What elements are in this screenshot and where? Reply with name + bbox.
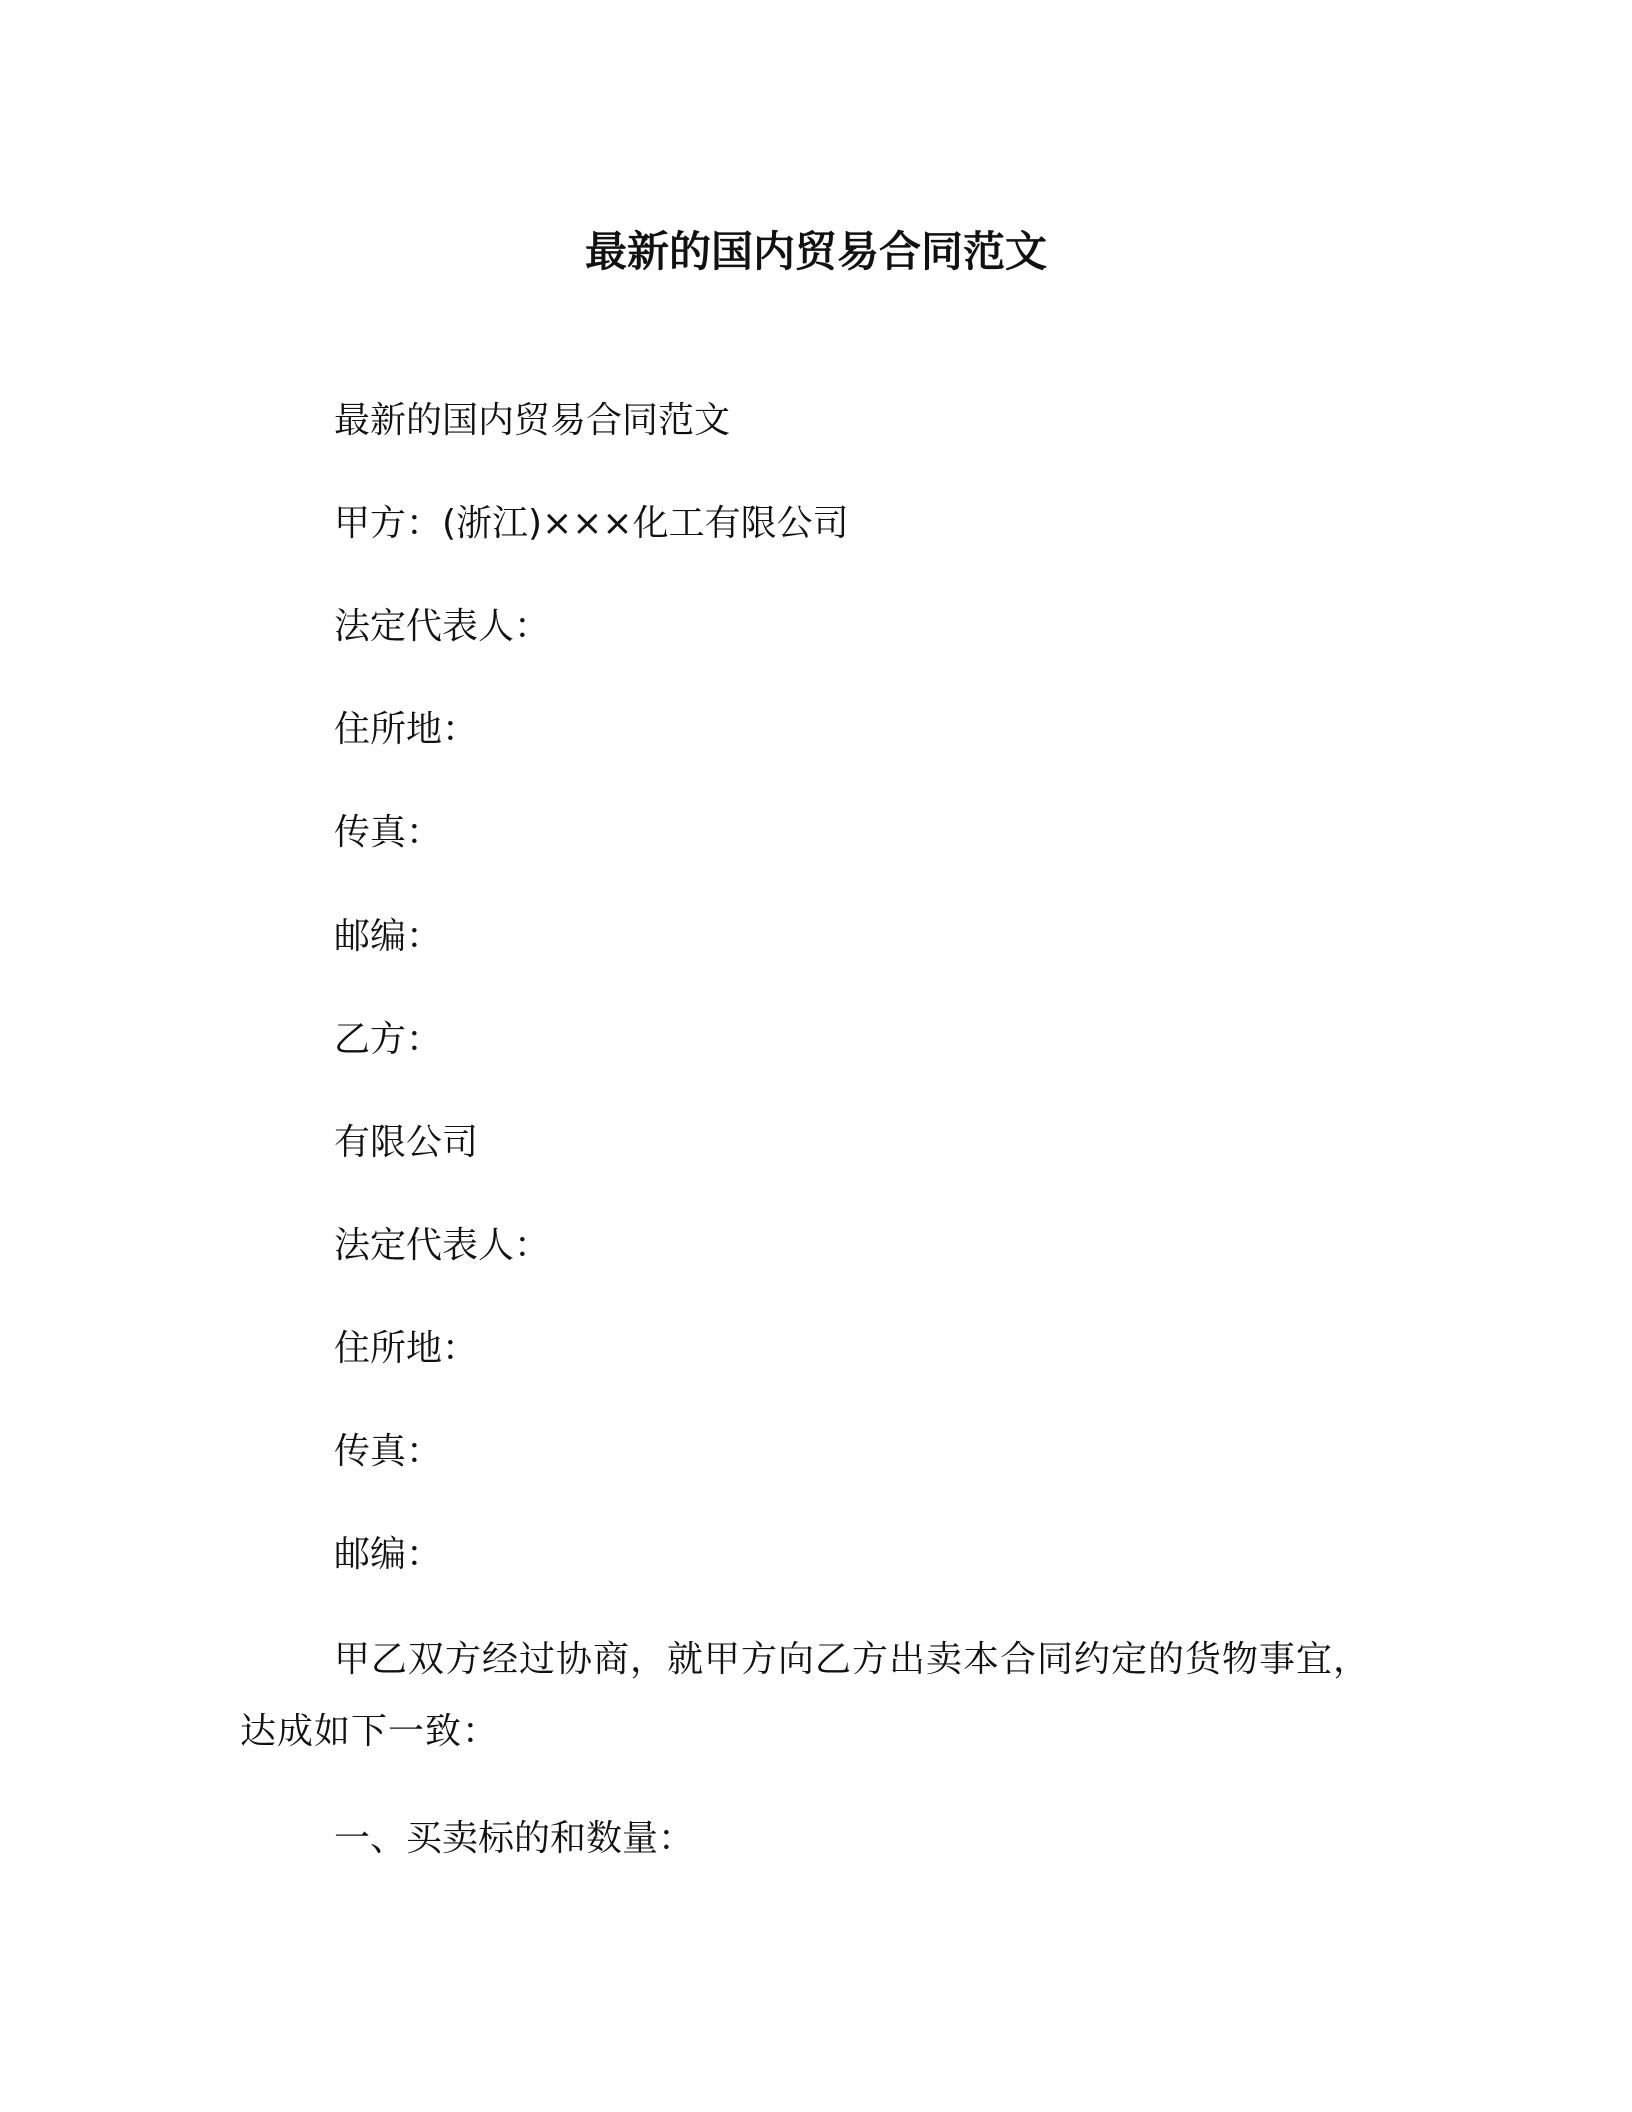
section-heading-1: 一、买卖标的和数量：	[334, 1818, 695, 1859]
party-b-line: 乙方：	[334, 1019, 443, 1060]
party-a-legal-rep: 法定代表人：	[334, 606, 551, 647]
party-a-fax: 传真：	[334, 812, 443, 853]
party-a-line: 甲方：(浙江)×××化工有限公司	[334, 503, 849, 544]
party-b-company: 有限公司	[334, 1122, 479, 1163]
agreement-paragraph: 甲乙双方经过协商，就甲方向乙方出卖本合同约定的货物事宜，达成如下一致：	[240, 1639, 1371, 1752]
party-b-fax: 传真：	[334, 1431, 443, 1472]
party-a-address: 住所地：	[334, 709, 479, 750]
party-a-postcode: 邮编：	[334, 916, 443, 957]
document-title: 最新的国内贸易合同范文	[584, 227, 1047, 276]
subtitle-line: 最新的国内贸易合同范文	[334, 400, 731, 441]
party-b-postcode: 邮编：	[334, 1534, 443, 1575]
party-b-address: 住所地：	[334, 1328, 479, 1369]
party-b-legal-rep: 法定代表人：	[334, 1225, 551, 1266]
